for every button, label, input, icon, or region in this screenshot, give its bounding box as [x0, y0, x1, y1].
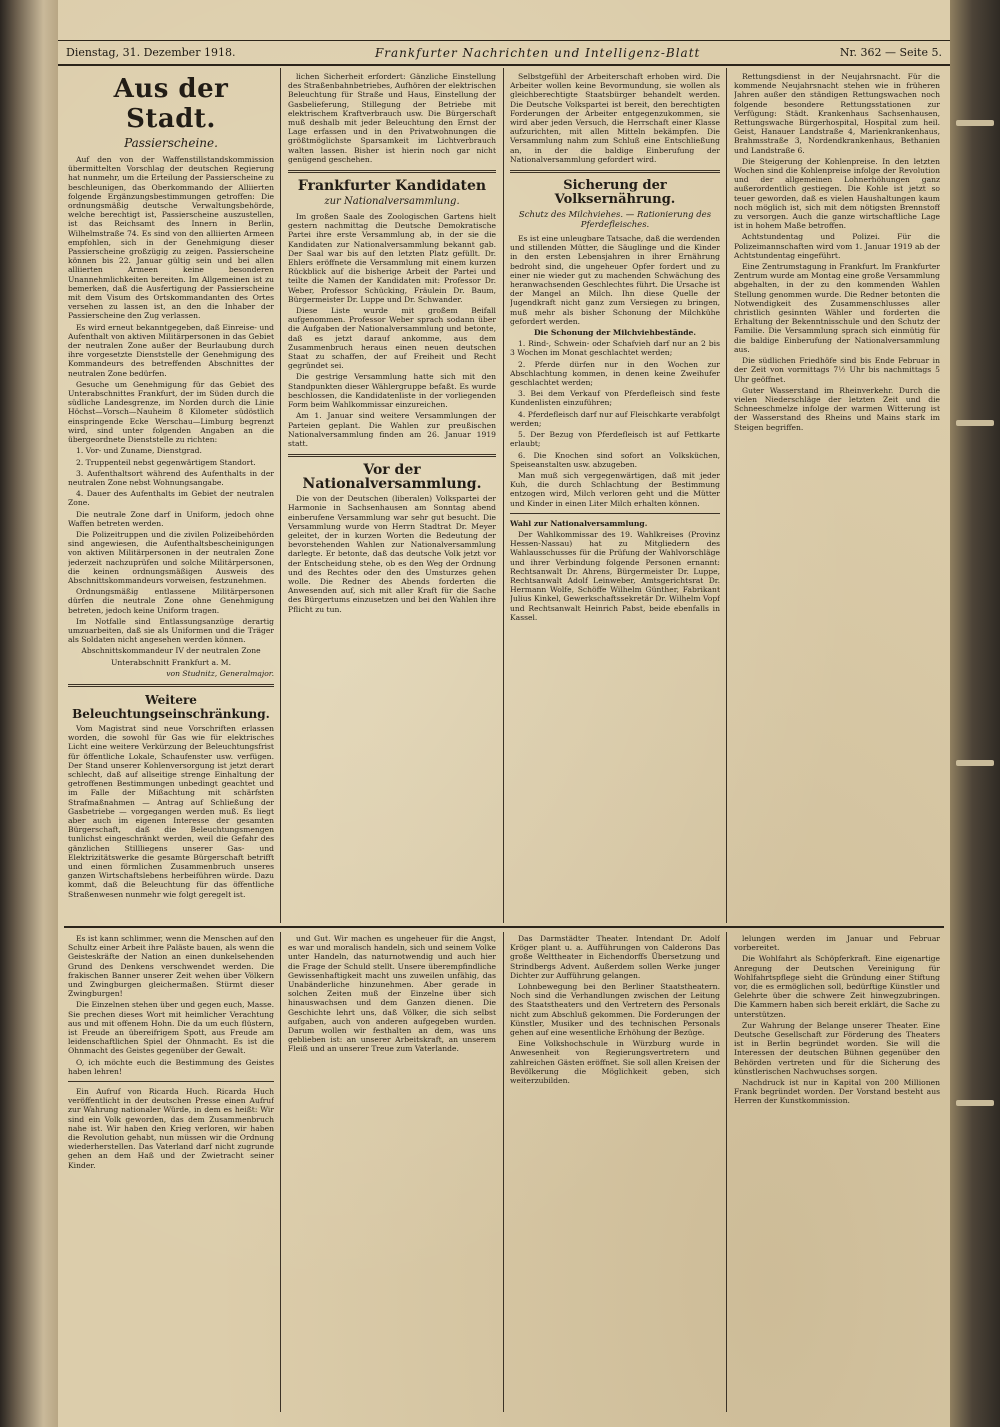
article-paragraph: Die Einzelnen stehen über und gegen euch, Masse. Sie prechen dieses Wort mit heimlicher Verachtung aus und mit offenem Hohn. Die da um euch flüstern, ist Freude an übereifrigem Spott, aus Freude am leidenschaftlichen Spiel der Ohnmacht. Es ist die Ohnmacht des Geistes gegenüber der Gewalt. — [68, 1000, 274, 1056]
header-paper-name: Frankfurter Nachrichten und Intelligenz-Blatt — [374, 45, 701, 60]
article-paragraph: Man muß sich vergegenwärtigen, daß mit jeder Kuh, die durch Schlachtung der Bestimmung entzogen wird, Milch verloren geht und die Mütter und Kinder in einen Liter Milch erhalten können. — [510, 470, 720, 508]
column-2 — [288, 72, 496, 922]
article-paragraph: Die von der Deutschen (liberalen) Volkspartei der Harmonie in Sachsenhausen am Sonntag abend einberufene Versammlung war sehr gut besucht. Die Versammlung wurde von Herrn Stadtrat Dr. Meyer geleitet, der in kurzen Worten die Bedeutung der bevorstehenden Wahlen zur Nationalversammlung darlegte. Er betonte, daß das deutsche Volk jetzt vor der Entscheidung stehe, ob es den Weg der Ordnung und des Rechtes oder den des Umsturzes gehen wolle. Die Redner des Abends forderten die Anwesenden auf, sich mit aller Kraft für die Sache des Bürgertums einzusetzen und bei den Wahlen ihre Pflicht zu tun. — [288, 494, 496, 614]
article-paragraph: Zur Wahrung der Belange unserer Theater. Eine Deutsche Gesellschaft zur Förderung des Theaters ist in Berlin begründet worden. Sie will die Interessen der deutschen Bühnen gegenüber den Behörden vertreten und für die Sicherung des künstlerischen Nachwuchses sorgen. — [734, 1020, 940, 1076]
article-paragraph: lichen Sicherheit erfordert: Gänzliche Einstellung des Straßenbahnbetriebes, Aufhören der elektrischen Beleuchtung für Straße und Haus, Einstellung der Gasbelieferung, Stillegung der Betriebe mit elektrischem Kraftverbrauch usw. Die Bürgerschaft muß deshalb mit jeder Beleuchtung den Ernst der Lage erfassen und in den Privatwohnungen die größtmöglichste Sparsamkeit im Lichtverbrauch walten lassen. Bisher ist hierin noch gar nicht genügend geschehen. — [288, 72, 496, 164]
page-edge-tab — [956, 760, 994, 766]
section-title-volksernaehrung: Sicherung der Volksernährung. — [554, 178, 676, 208]
section-divider — [288, 454, 496, 457]
bottom-column-3 — [510, 934, 720, 1409]
article-paragraph: Die gestrige Versammlung hatte sich mit den Standpunkten dieser Wählergruppe befaßt. Es wurde beschlossen, die Kandidatenliste in der vorliegenden Form beim Wahlkommissar einzureichen. — [288, 372, 496, 410]
section-subtitle-volksernaehrung: Schutz des Milchviehes. — Rationierung des Pferdefleisches. — [518, 210, 712, 231]
article-paragraph: lelungen werden im Januar und Februar vorbereitet. — [734, 934, 940, 953]
article-paragraph: Am 1. Januar sind weitere Versammlungen der Parteien geplant. Die Wahlen zur preußischen Nationalversammlung finden am 26. Januar 1919 statt. — [288, 411, 496, 448]
list-item: 1. Rind-, Schwein- oder Schafvieh darf nur an 2 bis 3 Wochen im Monat geschlachtet werden; — [510, 339, 720, 358]
bottom-column-divider-1 — [280, 932, 281, 1412]
section-divider — [288, 170, 496, 173]
article-paragraph: Rettungsdienst in der Neujahrsnacht. Für die kommende Neujahrsnacht stehen wie in früheren Jahren außer den ständigen Rettungswachen noch folgende besondere Rettungsstationen zur Verfügung: Städt. Krankenhaus Sachsenhausen, Rettungswache Bürgerhospital, Hospital zum heil. Geist, Hanauer Landstraße 4, Marienkrankenhaus, Brahmsstraße 3, Nordendkrankenhaus, Bethanien und Landstraße 6. — [734, 72, 940, 155]
bottom-column-1 — [68, 934, 274, 1409]
newspaper-sheet — [58, 0, 950, 1427]
bottom-column-4 — [734, 934, 940, 1409]
article-paragraph: Eine Volkshochschule in Würzburg wurde in Anwesenheit von Regierungsvertretern und zahlreichen Gästen eröffnet. Sie soll allen Kreisen der Bevölkerung die Möglichkeit geben, sich weiterzubilden. — [510, 1039, 720, 1086]
article-paragraph: Die Polizeitruppen und die zivilen Polizeibehörden sind angewiesen, die Aufenthaltsbescheinigungen von aktiven Militärpersonen in der neutralen Zone jederzeit nachzuprüfen und solche Militärpersonen, die keinen ordnungsmäßigen Ausweis des Abschnittskommandeurs vorweisen, festzunehmen. — [68, 529, 274, 585]
article-paragraph: Lohnbewegung bei den Berliner Staatstheatern. Noch sind die Verhandlungen zwischen der Leitung des Staatstheaters und den Vertretern des Personals nicht zum Abschluß gekommen. Die Forderungen der Künstler, Musiker und des technischen Personals gehen auf eine wesentliche Erhöhung der Bezüge. — [510, 982, 720, 1038]
column-divider-3 — [726, 68, 727, 923]
article-paragraph: Im großen Saale des Zoologischen Gartens hielt gestern nachmittag die Deutsche Demokratische Partei ihre erste Versammlung ab, in der sie die Kandidaten zur Nationalversammlung bekannt gab. Der Saal war bis auf den letzten Platz gefüllt. Dr. Ehlers eröffnete die Versammlung mit einem kurzen Rückblick auf die bisherige Arbeit der Partei und teilte die Namen der Kandidaten mit: Professor Dr. Weber, Professor Schücking, Fräulein Dr. Baum, Bürgermeister Dr. Luppe und Dr. Schwander. — [288, 212, 496, 304]
bottom-column-2 — [288, 934, 496, 1409]
column-4 — [734, 72, 940, 922]
section-title-kandidaten: Frankfurter Kandidaten — [297, 178, 487, 195]
article-paragraph: Selbstgefühl der Arbeiterschaft erhoben wird. Die Arbeiter wollen keine Bevormundung, sie wollen als gleichberechtigte Staatsbürger behandelt werden. Die Deutsche Volkspartei ist bereit, den berechtigten Forderungen der Arbeiter entgegenzukommen, sie wird aber jeden Versuch, die Herrschaft einer Klasse aufzurichten, mit allen Mitteln bekämpfen. Die Versammlung nahm zum Schluß eine Entschließung an, in der die baldige Einberufung der Nationalversammlung gefordert wird. — [510, 72, 720, 164]
list-item: 6. Die Knochen sind sofort an Volksküchen, Speiseanstalten usw. abzugeben. — [510, 450, 720, 469]
list-item: 4. Dauer des Aufenthalts im Gebiet der neutralen Zone. — [68, 489, 274, 508]
section-title-beleuchtung: Weitere Beleuchtungseinschränkung. — [72, 692, 270, 721]
article-paragraph: Im Notfalle sind Entlassungsanzüge derartig umzuarbeiten, daß sie als Uniformen und die Träger als Soldaten nicht angesehen werden können. — [68, 616, 274, 645]
section-divider — [68, 684, 274, 687]
article-paragraph: Vom Magistrat sind neue Vorschriften erlassen worden, die sowohl für Gas wie für elektrisches Licht eine weitere Verkürzung der Beleuchtungsfrist für öffentliche Lokale, Schaufenster usw. verfügen. Der Stand unserer Kohlenversorgung ist jetzt derart schlecht, daß auf allseitige strenge Einhaltung der getroffenen Bestimmungen unbedingt geachtet und im Falle der Mißachtung mit schärfsten Strafmaßnahmen — Antrag auf Schließung der Gasbetriebe — vorgegangen werden muß. Es liegt aber auch im eigenen Interesse der gesamten Bürgerschaft, daß die Beleuchtungsmengen tunlichst eingeschränkt werden, weil die Gefahr des gänzlichen Stillliegens unserer Gas- und Elektrizitätswerke die gesamte Bürgerschaft betrifft und einen förmlichen Zusammenbruch unseres ganzen Wirtschaftslebens herbeiführen würde. Dazu kommt, daß die Beleuchtung für das öffentliche Straßenwesen nunmehr wie folgt geregelt ist. — [68, 723, 274, 899]
article-paragraph: Gesuche um Genehmigung für das Gebiet des Unterabschnittes Frankfurt, der im Süden durch die südliche Landesgrenze, im Norden durch die Linie Höchst—Vorsch—Nauheim 8 Kilometer südöstlich einspringende Ecke Werschau—Limburg begrenzt wird, sind unter folgenden Angaben an die übergeordnete Dienststelle zu richten: — [68, 379, 274, 445]
right-page-edge — [950, 0, 1000, 1427]
signature-name: von Studnitz, Generalmajor. — [166, 668, 274, 678]
article-paragraph: Achtstundentag und Polizei. Für die Polizeimannschaften wird vom 1. Januar 1919 ab der Achtstundentag eingeführt. — [734, 232, 940, 260]
header-page-info: Nr. 362 — Seite 5. — [839, 46, 942, 59]
article-paragraph: Es wird erneut bekanntgegeben, daß Einreise- und Aufenthalt von aktiven Militärpersonen in das Gebiet der neutralen Zone außer der Beurlaubung durch ihre vorgesetzte Dienststelle der Genehmigung des Kommandeurs des betreffenden Abschnittes der neutralen Zone bedürfen. — [68, 322, 274, 378]
article-paragraph: Auf den von der Waffenstillstandskommission übermittelten Vorschlag der deutschen Regierung hat nunmehr, um die Erteilung der Passierscheine zu beschleunigen, das Oberkommando der Alliierten folgende Ergänzungsbestimmungen getroffen: Die ordnungsmäßig deutsche Verwaltungsbehörde, welche berechtigt ist, Passierscheine auszustellen, ist das Reichsamt des Innern in Berlin, Wilhelmstraße 74. Es sind von den alliierten Armeen empfohlen, sich in der Genehmigung dieser Passierscheine großzügig zu zeigen. Passierscheine können bis 22. Januar gültig sein und bei allen alliierten Armeen keine besonderen Unannehmlichkeiten bereiten. Im Allgemeinen ist zu bemerken, daß die Ausfertigung der Passierscheine mit dem Visum des Ortskommandanten des Ortes versehen zu lassen ist, an den die Inhaber der Passierscheine den Zug verlassen. — [68, 155, 274, 321]
section-subtitle-kandidaten: zur Nationalversammlung. — [324, 196, 460, 208]
signature-line: Unterabschnitt Frankfurt a. M. — [111, 657, 231, 667]
bottom-column-divider-3 — [726, 932, 727, 1412]
article-paragraph: Es ist eine unleugbare Tatsache, daß die werdenden und stillenden Mütter, die Säuglinge und die Kinder in den ersten Lebensjahren in ihrer Ernährung bedroht sind, die ungeheuer Opfer fordert und zu einer nie wieder gut zu machenden Schwächung des heranwachsenden Geschlechtes führt. Die Ursache ist der Mangel an Milch. Ihn diese Quelle der Jugendkraft nicht ganz zum Versiegen zu bringen, muß mehr als bisher Schonung der Milchkühe gefordert werden. — [510, 234, 720, 326]
bottom-column-divider-2 — [503, 932, 504, 1412]
article-paragraph: Eine Zentrumstagung in Frankfurt. Im Frankfurter Zentrum wurde am Montag eine große Versammlung abgehalten, in der zu den kommenden Wahlen Stellung genommen wurde. Die Redner betonten die Notwendigkeit des Zusammenschlusses aller christlich gesinnten Wähler und forderten die Erhaltung der Bekenntnisschule und den Schutz der Familie. Die Versammlung sprach sich einmütig für die baldige Einberufung der Nationalversammlung aus. — [734, 262, 940, 354]
article-paragraph: Nachdruck ist nur in Kapital von 200 Millionen Frank begründet worden. Der Vorstand besteht aus Herren der Kunstkommission. — [734, 1078, 940, 1106]
list-item: 5. Der Bezug von Pferdefleisch ist auf Fettkarte erlaubt; — [510, 430, 720, 449]
article-paragraph: Die Wohlfahrt als Schöpferkraft. Eine eigenartige Anregung der Deutschen Vereinigung für Wohlfahrtspflege sieht die Gründung einer Stiftung vor, die es ermöglichen soll, bedürftige Künstler und Gelehrte über die schwere Zeit hinwegzubringen. Die Kammern haben sich bereit erklärt, die Sache zu unterstützen. — [734, 954, 940, 1019]
article-paragraph: Das Darmstädter Theater. Intendant Dr. Adolf Kröger plant u. a. Aufführungen von Calderons Das große Welttheater in Eichendorffs Übersetzung und Strindbergs Advent. Außerdem sollen Werke junger Dichter zur Aufführung gelangen. — [510, 934, 720, 980]
header-date: Dienstag, 31. Dezember 1918. — [66, 46, 236, 59]
inline-heading: Wahl zur Nationalversammlung. — [510, 518, 648, 528]
section-divider — [510, 170, 720, 173]
headline-aus-der-stadt: Aus der Stadt. — [113, 74, 229, 134]
article-paragraph: O, ich möchte euch die Bestimmung des Geistes haben lehren! — [68, 1057, 274, 1076]
column-divider-1 — [280, 68, 281, 923]
article-paragraph: Ein Aufruf von Ricarda Huch. Ricarda Huch veröffentlicht in der deutschen Presse einen Aufruf zur Wahrung nationaler Würde, in dem es heißt: Wir sind ein Volk geworden, das dem Zusammenbruch nahe ist. Wir haben den Krieg verloren, wir haben die Revolution gehabt, nun müssen wir die Ordnung wiederherstellen. Das Vaterland darf nicht zugrunde gehen an dem Haß und der Zwietracht seiner Kinder. — [68, 1087, 274, 1170]
list-item: 3. Bei dem Verkauf von Pferdefleisch sind feste Kundenlisten einzuführen; — [510, 389, 720, 408]
section-divider — [68, 1081, 274, 1082]
page-edge-tab — [956, 120, 994, 126]
inline-heading: Die Schonung der Milchviehbestände. — [533, 328, 697, 338]
list-item: 2. Truppenteil nebst gegenwärtigem Standort. — [76, 457, 256, 467]
subhead-passierscheine: Passierscheine. — [124, 136, 218, 150]
article-paragraph: Der Wahlkommissar des 19. Wahlkreises (Provinz Hessen-Nassau) hat zu Mitgliedern des Wahlausschusses für die Prüfung der Wahlvorschläge und ihrer Verbindung folgende Personen ernannt: Rechtsanwalt Dr. Ahrens, Bürgermeister Dr. Luppe, Rechtsanwalt Adolf Leinweber, Amtsgerichtsrat Dr. Hermann Wolfe, Schöffe Wilhelm Günther, Fabrikant Julius Kinkel, Gewerkschaftssekretär Dr. Wilhelm Vopf und Rechtsanwalt Heinrich Pabst, beide ebenfalls in Kassel. — [510, 529, 720, 622]
feuilleton-divider — [64, 926, 944, 928]
list-item: 1. Vor- und Zuname, Dienstgrad. — [76, 446, 202, 456]
left-binding-edge — [0, 0, 58, 1427]
article-paragraph: Diese Liste wurde mit großem Beifall aufgenommen. Professor Weber sprach sodann über die Aufgaben der Nationalversammlung und betonte, daß es jetzt darauf ankomme, aus dem Zusammenbruch heraus einen neuen deutschen Staat zu schaffen, der auf Freiheit und Recht gegründet sei. — [288, 306, 496, 371]
article-paragraph: Guter Wasserstand im Rheinverkehr. Durch die vielen Niederschläge der letzten Zeit und die Schneeschmelze infolge der warmen Witterung ist der Wasserstand des Rheins und Mains stark im Steigen begriffen. — [734, 385, 940, 432]
article-paragraph: und Gut. Wir machen es ungeheuer für die Angst, es war und moralisch handeln, sich und seinem Volke unter Handeln, das naturnotwendig und auch hier die Frage der Schuld stellt. Unsere überempfindliche Gewissenhaftigkeit macht uns zuweilen unfähig, das Unabänderliche hinzunehmen. Aber gerade in solchen Zeiten muß der Einzelne über sich hinauswachsen und dem Ganzen dienen. Die Geschichte lehrt uns, daß Völker, die sich selbst aufgaben, auch von anderen aufgegeben wurden. Darum wollen wir festhalten an dem, was uns geblieben ist: an unserer Arbeitskraft, an unserem Fleiß und an unserer Treue zum Vaterlande. — [288, 934, 496, 1054]
article-paragraph: Es ist kann schlimmer, wenn die Menschen auf den Schultz einer Arbeit ihre Paläste bauen, als wenn die Geisteskräfte der Nation an einen dunkelsehenden Grund des Denkens verschwendet werden. Die frakischen Banner unserer Zeit wehen über Völkern und Zwingburgen gleichermaßen. Stürmt dieser Zwingburgen! — [68, 934, 274, 999]
page-header — [58, 40, 950, 66]
list-item: 3. Aufenthaltsort während des Aufenthalts in der neutralen Zone nebst Wohnungsangabe. — [68, 468, 274, 487]
article-paragraph: Die neutrale Zone darf in Uniform, jedoch ohne Waffen betreten werden. — [68, 509, 274, 528]
list-item: 2. Pferde dürfen nur in den Wochen zur Abschlachtung kommen, in denen keine Zweihufer geschlachtet werden; — [510, 359, 720, 388]
column-1 — [68, 72, 274, 922]
column-3 — [510, 72, 720, 922]
section-title-vor-der-nationalversammlung: Vor der Nationalversammlung. — [302, 462, 482, 493]
article-paragraph: Die Steigerung der Kohlenpreise. In den letzten Wochen sind die Kohlenpreise infolge der Revolution und der allgemeinen Lohnerhöhungen ganz außerordentlich gestiegen. Die Kohle ist jetzt so teuer geworden, daß es vielen Haushaltungen kaum noch möglich ist, sich mit dem nötigsten Brennstoff zu versorgen. Auch die ganze wirtschaftliche Lage ist in hohem Maße betroffen. — [734, 156, 940, 231]
signature-line: Abschnittskommandeur IV der neutralen Zone — [81, 646, 261, 656]
page-edge-tab — [956, 420, 994, 426]
section-divider — [510, 513, 720, 514]
article-paragraph: Ordnungsmäßig entlassene Militärpersonen dürfen die neutrale Zone ohne Genehmigung betreten, jedoch keine Uniform tragen. — [68, 587, 274, 615]
list-item: 4. Pferdefleisch darf nur auf Fleischkarte verabfolgt werden; — [510, 409, 720, 428]
article-paragraph: Die südlichen Friedhöfe sind bis Ende Februar in der Zeit von vormittags 7½ Uhr bis nachmittags 5 Uhr geöffnet. — [734, 356, 940, 384]
page-edge-tab — [956, 1100, 994, 1106]
column-divider-2 — [503, 68, 504, 923]
